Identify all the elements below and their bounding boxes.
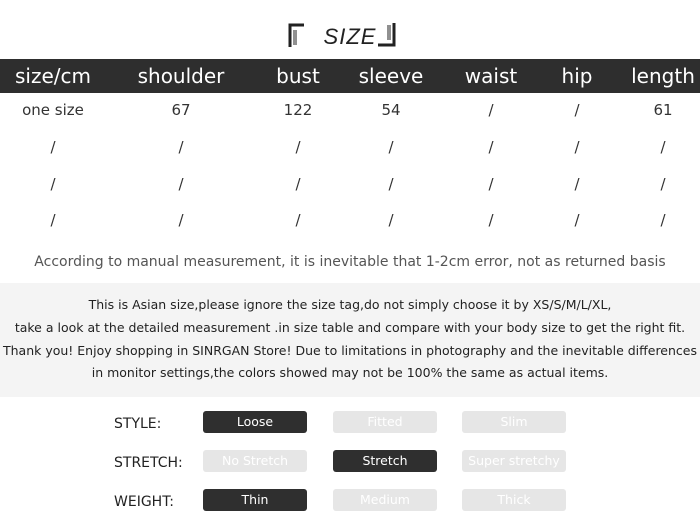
stretch-option-super-stretchy: Super stretchy bbox=[462, 450, 566, 472]
table-row bbox=[0, 132, 700, 162]
table-cell: / bbox=[178, 211, 184, 229]
weight-label: WEIGHT: bbox=[114, 494, 174, 510]
table-cell: / bbox=[488, 211, 494, 229]
size-title bbox=[0, 18, 700, 54]
header-sleeve: sleeve bbox=[358, 64, 424, 88]
notice-line: This is Asian size,please ignore the size tag,do not simply choose it by XS/S/M/L/XL, bbox=[88, 297, 612, 312]
table-cell: / bbox=[488, 138, 494, 156]
table-cell: / bbox=[660, 211, 666, 229]
table-cell: one size bbox=[22, 101, 84, 119]
table-cell: / bbox=[388, 175, 394, 193]
table-cell: / bbox=[388, 211, 394, 229]
table-cell: / bbox=[295, 175, 301, 193]
table-cell: / bbox=[574, 138, 580, 156]
table-cell: 67 bbox=[171, 101, 191, 119]
table-row bbox=[0, 205, 700, 235]
table-cell: / bbox=[50, 211, 56, 229]
notice-box bbox=[0, 283, 700, 397]
table-cell: / bbox=[574, 211, 580, 229]
size-table-header bbox=[0, 59, 700, 93]
style-option-fitted: Fitted bbox=[333, 411, 437, 433]
header-size: size/cm bbox=[15, 64, 91, 88]
table-cell: / bbox=[295, 138, 301, 156]
measurement-note: According to manual measurement, it is inevitable that 1-2cm error, not as returned basis bbox=[34, 254, 666, 270]
table-cell: / bbox=[574, 101, 580, 119]
table-cell: / bbox=[660, 175, 666, 193]
table-cell: / bbox=[50, 175, 56, 193]
bracket-right-icon bbox=[377, 22, 397, 48]
weight-option-medium: Medium bbox=[333, 489, 437, 511]
table-cell: / bbox=[295, 211, 301, 229]
header-bust: bust bbox=[276, 64, 320, 88]
table-cell: / bbox=[488, 175, 494, 193]
table-cell: / bbox=[488, 101, 494, 119]
size-title-text: SIZE bbox=[323, 24, 377, 49]
table-cell: 122 bbox=[283, 101, 313, 119]
stretch-option-stretch: Stretch bbox=[333, 450, 437, 472]
table-cell: / bbox=[388, 138, 394, 156]
weight-option-thin: Thin bbox=[203, 489, 307, 511]
header-hip: hip bbox=[561, 64, 593, 88]
table-cell: / bbox=[178, 175, 184, 193]
style-option-slim: Slim bbox=[462, 411, 566, 433]
weight-option-thick: Thick bbox=[462, 489, 566, 511]
style-option-loose: Loose bbox=[203, 411, 307, 433]
table-cell: / bbox=[660, 138, 666, 156]
header-shoulder: shoulder bbox=[137, 64, 225, 88]
notice-line: take a look at the detailed measurement .in size table and compare with your body size to get the right fit. bbox=[14, 320, 686, 335]
table-cell: 61 bbox=[653, 101, 673, 119]
table-cell: / bbox=[50, 138, 56, 156]
notice-line: Thank you! Enjoy shopping in SINRGAN Store! Due to limitations in photography and the inevitable differences bbox=[2, 343, 697, 358]
table-row bbox=[0, 95, 700, 125]
table-cell: / bbox=[178, 138, 184, 156]
stretch-label: STRETCH: bbox=[114, 455, 183, 471]
header-waist: waist bbox=[464, 64, 518, 88]
header-length: length bbox=[631, 64, 695, 88]
notice-line: in monitor settings,the colors showed may not be 100% the same as actual items. bbox=[91, 365, 609, 380]
table-cell: / bbox=[574, 175, 580, 193]
stretch-option-no-stretch: No Stretch bbox=[203, 450, 307, 472]
table-cell: 54 bbox=[381, 101, 401, 119]
style-label: STYLE: bbox=[114, 416, 162, 432]
table-row bbox=[0, 169, 700, 199]
